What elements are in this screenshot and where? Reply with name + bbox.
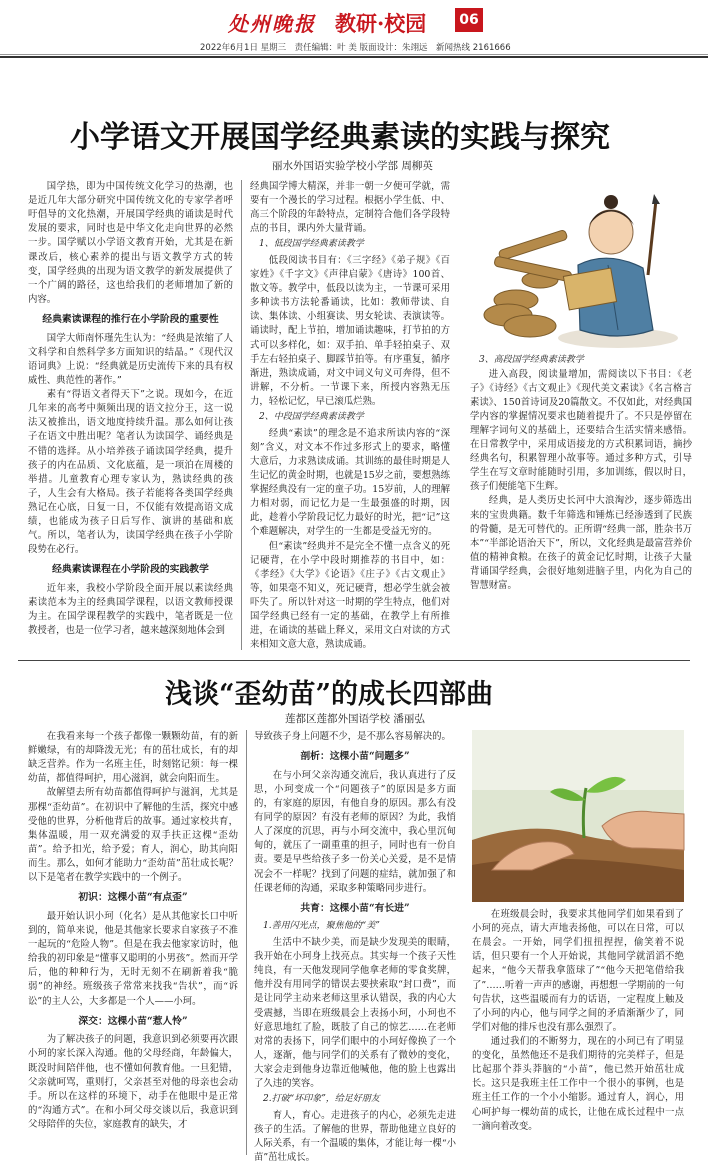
paragraph: 在我看来每一个孩子都像一颗颗幼苗，有的新鲜嫩绿，有的却降泼无光；有的茁壮成长，有的却缺乏营养。作为一名班主任，时刻铭记须：每一棵幼苗，都值得呵护，用心滋润，就会向阳而生。 [28, 731, 238, 785]
minor-subheading: 2、中段国学经典素读教学 [259, 412, 364, 423]
paragraph: 导致孩子身上问题不少，是不那么容易解决的。 [254, 731, 451, 742]
article2-title: 浅谈“歪幼苗”的成长四部曲 [165, 679, 494, 710]
masthead [0, 0, 708, 38]
minor-subheading: 2.打破“坏印象”，给足好朋友 [263, 1094, 380, 1105]
paragraph: 育人，育心。走进孩子的内心，必须先走进孩子的生活。了解他的世界，帮助他建立良好的人际关系，有一个温暖的集体，才能让每一棵“小苗”茁壮成长。 [254, 1109, 456, 1163]
subheading: 初识：这棵小苗“有点歪” [78, 892, 188, 904]
subheading: 深交：这棵小苗“惹人怜” [78, 1015, 188, 1027]
paragraph: 生活中不缺少美，而是缺少发现美的眼睛，我开始在小珂身上找亮点。其实每一个孩子天性纯良，有一天他发现同学他拿老师的零食奖牌，他并没有用同学的错误去要挟索取“封口费”，而是让同学主动来老师这里承认错误，我的内心大受震撼，当即在班级晨会上表扬小珂，小珂也不好意思地红了脸，既肢了自己的惊艺……在老师对常的表扬下，同学们眼中的小珂好像换了一个人，逐渐，他与同学们的关系有了微妙的变化，大家会走到他身边靠近他喊他，他的脸上也露出了久违的笑容。 [254, 936, 456, 1090]
header-rule [0, 54, 708, 55]
paragraph: 经典“素读”的理念是不追求所读内容的“深刻”含义，对文本不作过多形式上的要求，略懂大意后，力求熟读成诵。其训练的最佳时期是人生记忆的黄金时期，也就是15岁之前，要想熟练掌握经典没有一定的童子功。15岁前，人的理解力相对弱，而记忆力是一生最强盛的时期，因此，趁着小学阶段记忆力最好的时光，把“记”这个难题解决，对学生的一生都是受益无穷的。 [250, 427, 450, 538]
newspaper-brand: 处州晚报 [228, 12, 316, 36]
minor-subheading: 1.善用闪光点，聚焦他的“美” [263, 921, 380, 932]
article1-title: 小学语文开展国学经典素读的实践与探究 [70, 120, 610, 155]
article1-column-2 [250, 180, 450, 650]
seedling-planting-photo [472, 730, 684, 902]
paragraph: 在与小珂父亲沟通交流后，我认真进行了反思，小珂变成一个“问题孩子”的原因是多方面的，有家庭的原因，有他自身的原因。那么有没有同学的原因？有没有老师的原因？为此，我悄人了深度的沉思，再与小珂交流中，我心里沉甸甸的，就压了一副重重的担子，同时也有一份自责。要是早些给孩子多一份关心关爱，是不是情况会不一样呢？找到了问题的症结，就加强了和任课老师的沟通，采取多种策略同步进行。 [254, 769, 456, 894]
section-label: 3、高段国学经典素读教学 [479, 355, 584, 365]
dateline: 2022年6月1日 星期三 责任编辑：叶 美 版面设计：朱翊远 新闻热线 2161666 [200, 43, 511, 53]
subheading: 经典素读课程在小学阶段的实践教学 [52, 564, 209, 576]
article1-column-3 [470, 354, 692, 654]
section-title: 教研·校园 [335, 11, 427, 36]
article1-byline: 丽水外国语实验学校小学部 周柳英 [272, 160, 433, 172]
paragraph: 通过我们的不断努力，现在的小珂已有了明显的变化，虽然他还不是我们期待的完美样子，但是比起那个莽头莽脑的“小苗”，他已然开始茁壮成长。这只是我班主任工作中一个很小的事例，也是班主任工作的一个小小缩影。通过育人，润心，用心呵护每一棵幼苗的成长，让他在成长过程中一点一滴向着改变。 [472, 1035, 684, 1132]
paragraph: 低段阅读书目有：《三字经》《弟子规》《百家姓》《千字文》《声律启蒙》《唐诗》100首、散文等。教学中，低段以读为主，一节课可采用多种读书方法轮番诵读，比如：教师带读、自读、集体读、小组赛读、男女轮读、表演读等。诵读时，配上节拍，增加诵读趣味，打节拍的方式可以多样化，如：双手拍、单手轻拍桌子、双手左右轻拍桌子、脚踩节拍等。有序重复，循序渐进，熟读成诵，对文中词义句义可奔得，但不讲解，不分析。一节课下来，所授内容熟无压力，轻松记忆，早已滚瓜烂熟。 [250, 254, 450, 408]
paragraph: 国学大师南怀瑾先生认为：“经典是浓缩了人文科学和自然科学多方面知识的结晶。”《现代汉语词典》上说：“经典就是历史流传下来的具有权威性、典范性的著作。” [28, 332, 233, 386]
header-rule-thick [0, 56, 708, 58]
paragraph: 经典国学博大精深，并非一朝一夕便可学就，需要有一个漫长的学习过程。根据小学生低、中、高三个阶段的年龄特点，定制符合他们各学段特点的书目，课内外大量背诵。 [250, 181, 450, 235]
scholar-reading-illustration [468, 180, 690, 352]
paragraph: 经典，是人类历史长河中大浪淘沙，逐步筛选出来的宝贵典籍。数千年筛选和锤炼已经渗透到了民族的骨髓，是无可替代的。正所谓“经典一部，胜杂书万本”“半部论语治天下”，所以，文化经典是最富营养价值的精神食粮。在孩子的黄金记忆时期，让孩子大量背诵国学经典，会很好地刻进脑子里，内化为自己的智慧财富。 [470, 495, 692, 592]
paragraph: 最开始认识小珂（化名）是从其他家长口中听到的，简单来说，他是其他家长要求自家孩子不准一起玩的“危险人物”。但是在我去他家家访时，他给我的初印象是“懂事又聪明的小男孩”。然而开学后，他的种种行为，无时无刻不在刷新着我“脆弱”的神经。班级孩子常常来找我“告状”，而“诉讼”的主人公，大多都是一个人——小珂。 [28, 910, 238, 1007]
paragraph: 素有“得语文者得天下”之说。现如今，在近几年来的高考中频频出现的语文拉分王，这一说法又被推出，语文地度持续升温。那么如何让孩子在语文中胜出呢？笔者认为读国学、诵经典是不错的选择。从小培养孩子诵读国学经典，提升孩子的内在品质、文化底蕴，是一项泊在周楼的举措。儿童教育心理专家认为，熟读经典的孩子，人生会有大格局。孩子若能将各类国学经典熟记在心底，日复一日，不仅能有效提高语文成绩，也能成为孩子日后写作、演讲的基础和底气。所以，笔者认为，读国学经典在孩子小学阶段势在必行。 [28, 389, 233, 556]
minor-subheading: 1、低段国学经典素读教学 [259, 239, 364, 250]
article2-column-1 [28, 730, 238, 1155]
paragraph: 为了解决孩子的问题，我意识到必须要再次跟小珂的家长深入沟通。他的父母经商，年龄偏大，既没时间陪伴他，也不懂如何教育他。一旦犯错，父亲就呵骂，重则打，父亲甚至对他的母亲也会动手。所以在这样的环境下，动手在他眼中是正常的“沟通方式”。在和小珂父母交谈以后，我意识到父母陪伴的失位，家庭教育的缺失，才 [28, 1034, 238, 1130]
column-divider [246, 730, 247, 1155]
article2-byline: 莲都区莲都外国语学校 潘丽弘 [285, 713, 425, 725]
article-separator [18, 660, 690, 661]
paragraph: 故解望去所有幼苗都值得呵护与滋润，尤其是那棵“歪幼苗”。在初识中了解他的生活，探究中感受他的世界，分析他背后的故事。通过家校共育，集体温暖，用一双充满爱的双手扶正这棵“歪幼苗”。给予扣光，给予爱；育人，润心，助其向阳而生。那么，如何才能助力“歪幼苗”茁壮成长呢？以下是笔者在教学实践中的一个例子。 [28, 787, 238, 884]
article1-column-1 [28, 180, 233, 650]
paragraph: 进入高段，阅读量增加，需阅读以下书目：《老子》《诗经》《古文观止》《现代美文素读》《名言格言素读》、150首诗词及20篇散文。不仅如此，对经典国学内容的掌握情况要求也随着提升了。不只是停留在理解字词句义的基础上，还要结合生活实情来感悟。在日常教学中，采用成语接龙的方式积累词语，摘抄经典名句，积累智理小故事等。通过多种方式，引导学生在写文章时能随时引用，多加训练，假以时日，孩子们便能笔下生辉。 [470, 368, 693, 493]
paragraph: 但“素读”经典并不是完全不懂一点含义的死记硬背，在小学中段时期推荐的书目中，如：《孝经》《大学》《论语》《庄子》《古文观止》等，如果毫不知义，死记硬背，想必学生就会被吓失了。所以针对这一时期的学生特点，他们对国学经典已经有一定的基础，在教学上有所推进，在诵读的基础上释义，采用文白对读的方式来相知文意大意，熟读成诵。 [250, 540, 450, 651]
paragraph: 近年来，我校小学阶段全面开展以素读经典素读范本为主的经典国学课程，以语文教师授课为主。在国学课程教学的实践中，笔者既是一位教授者，也是一位学习者，越来越深刻地体会到 [28, 583, 233, 637]
article2-column-2 [254, 730, 456, 1163]
paragraph: 国学热，即为中国传统文化学习的热潮，也是近几年大部分研究中国传统文化的专家学者呼吁倡导的文化热潮，开展国学经典的诵读是时代发展的要求，同时也是中华文化走向世界的必然一步。国学赋以小学语文教育开始，尤其是在新课改后，核心素养的提出与语文教学方式的转变，国学经典的出现为语文教学的新发展提供了一个广阔的路径，这也给我们的老师增加了新的内容。 [28, 181, 233, 305]
subheading: 剖析：这棵小苗“问题多” [300, 751, 410, 763]
paragraph: 在班级晨会时，我要求其他同学们如果看到了小珂的亮点，请大声地表扬他，可以在日常，可以在晨会。一开始，同学们扭扭捏捏，偷笑着不说话，但只要有一个人开始说，其他同学就滔滔不绝起来，“他今天帮我拿篮球了”“他今天把笔借给我了”……听着一声声的感谢，再想想一学期前的一句句告状，这些温暖而有力的话语，一定程度上触及了小珂的内心，他与同学之间的矛盾渐渐少了，同学们对他的排斥也没有那么强烈了。 [472, 909, 684, 1033]
page-number: 06 [455, 8, 483, 32]
subheading: 共育：这棵小苗“有长进” [300, 902, 410, 914]
article2-column-3 [472, 908, 684, 1158]
column-divider [241, 180, 242, 650]
subheading: 经典素读课程的推行在小学阶段的重要性 [42, 313, 219, 325]
